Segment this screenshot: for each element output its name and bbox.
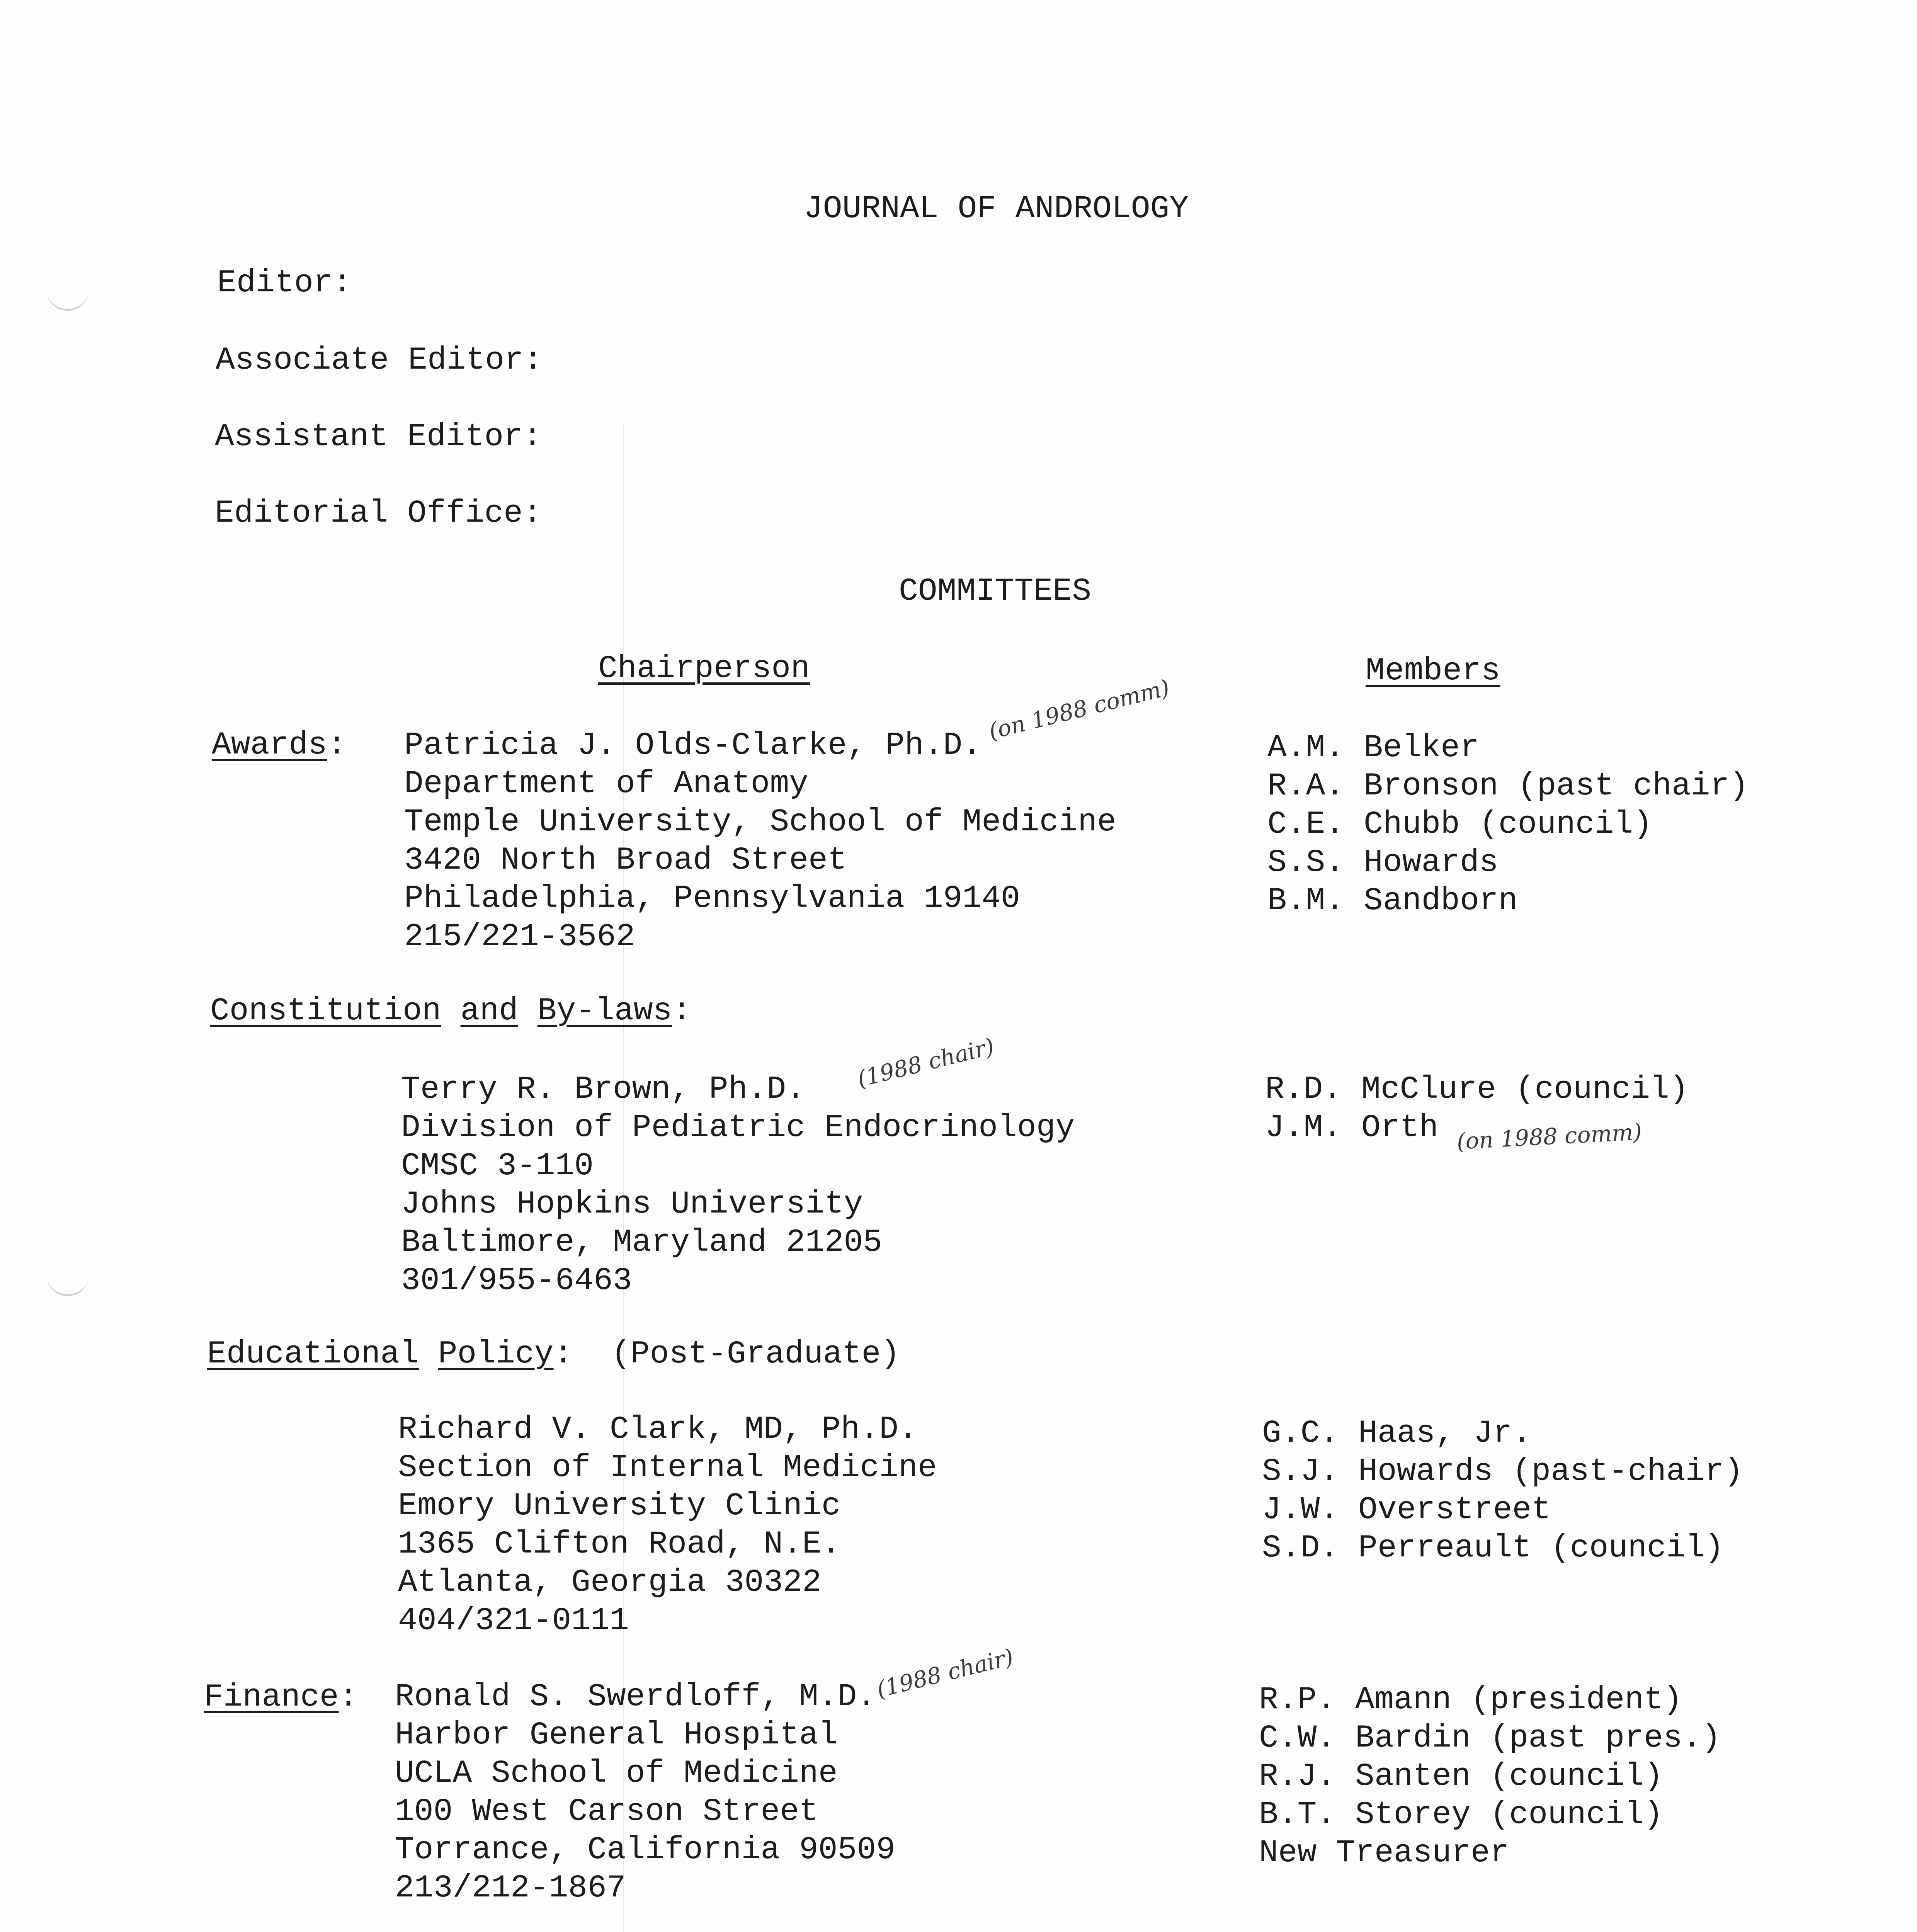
member: R.D. McClure (council) (1265, 1071, 1689, 1107)
committee-name: Finance (204, 1679, 339, 1715)
educational-members (1262, 1414, 1743, 1567)
handwritten-note: (1988 chair) (874, 1643, 1016, 1703)
chair-street: 3420 North Broad Street (404, 842, 847, 878)
member: J.W. Overstreet (1262, 1492, 1551, 1528)
committees-heading: COMMITTEES (899, 573, 1092, 609)
chair-phone: 213/212-1867 (395, 1870, 626, 1906)
handwritten-note: (on 1988 comm) (1456, 1118, 1643, 1155)
committee-name-part: Educational (207, 1336, 419, 1372)
punch-hole-mark (46, 286, 89, 311)
punch-hole-mark (46, 1271, 89, 1296)
member: C.W. Bardin (past pres.) (1259, 1720, 1721, 1756)
member: R.P. Amann (president) (1259, 1682, 1682, 1718)
chair-phone: 301/955-6463 (401, 1262, 632, 1299)
chair-department: Division of Pediatric Endocrinology (401, 1109, 1075, 1146)
handwritten-note: (1988 chair) (854, 1033, 997, 1092)
committee-name: Awards (212, 727, 327, 763)
committee-name-part: Constitution (210, 993, 441, 1029)
chair-phone: 215/221-3562 (404, 918, 635, 955)
editor-label: Editor: (217, 265, 352, 301)
educational-chair-address (398, 1410, 937, 1640)
committee-name-part: Policy (438, 1336, 554, 1372)
member: S.D. Perreault (council) (1262, 1530, 1724, 1566)
chair-phone: 404/321-0111 (398, 1602, 629, 1639)
constitution-chair-address (401, 1070, 1075, 1300)
member: G.C. Haas, Jr. (1262, 1415, 1532, 1451)
finance-chair-address (395, 1678, 895, 1907)
chair-department: Section of Internal Medicine (398, 1449, 937, 1486)
chair-institution: Emory University Clinic (398, 1488, 841, 1524)
chair-city: Torrance, California 90509 (395, 1832, 896, 1868)
chair-street: 100 West Carson Street (395, 1793, 818, 1830)
member: R.J. Santen (council) (1259, 1758, 1663, 1794)
member: S.S. Howards (1267, 844, 1499, 881)
chair-name: Terry R. Brown, Ph.D. (401, 1071, 805, 1107)
member: B.M. Sandborn (1267, 883, 1518, 919)
journal-title: JOURNAL OF ANDROLOGY (804, 190, 1189, 227)
chair-institution: Johns Hopkins University (401, 1186, 863, 1222)
assistant-editor-label: Assistant Editor: (215, 418, 542, 455)
awards-chair-address (404, 726, 1116, 956)
chair-name: Ronald S. Swerdloff, M.D. (395, 1679, 876, 1715)
finance-members (1259, 1681, 1721, 1872)
member: C.E. Chubb (council) (1267, 806, 1653, 842)
committee-finance-label: Finance: (204, 1679, 358, 1715)
editorial-office-label: Editorial Office: (215, 495, 542, 531)
committee-constitution-label: Constitution and By-laws: (210, 993, 692, 1029)
chair-room: CMSC 3-110 (401, 1148, 594, 1184)
handwritten-note: (on 1988 comm) (986, 674, 1172, 745)
chair-institution: Harbor General Hospital (395, 1717, 838, 1753)
committee-awards-label: Awards: (212, 727, 347, 763)
member: New Treasurer (1259, 1835, 1509, 1871)
members-column-header: Members (1366, 653, 1500, 689)
chair-city: Philadelphia, Pennsylvania 19140 (404, 880, 1020, 917)
chairperson-column-header: Chairperson (598, 650, 810, 687)
chair-school: UCLA School of Medicine (395, 1755, 838, 1791)
committee-educational-label: Educational Policy: (Post-Graduate) (207, 1336, 900, 1372)
member: J.M. Orth (1265, 1109, 1439, 1146)
committee-name-part: By-laws (537, 993, 672, 1029)
member: R.A. Bronson (past chair) (1267, 768, 1749, 804)
member: S.J. Howards (past-chair) (1262, 1453, 1744, 1490)
associate-editor-label: Associate Editor: (216, 342, 543, 378)
member: A.M. Belker (1267, 730, 1479, 766)
committee-qualifier: (Post-Graduate) (611, 1336, 900, 1372)
member: B.T. Storey (council) (1259, 1796, 1663, 1833)
committee-name-part: and (460, 993, 518, 1029)
awards-members (1267, 729, 1749, 920)
chair-street: 1365 Clifton Road, N.E. (398, 1526, 841, 1562)
chair-institution: Temple University, School of Medicine (404, 804, 1116, 840)
chair-name: Richard V. Clark, MD, Ph.D. (398, 1411, 918, 1447)
chair-city: Baltimore, Maryland 21205 (401, 1224, 883, 1260)
chair-city: Atlanta, Georgia 30322 (398, 1564, 822, 1600)
chair-department: Department of Anatomy (404, 765, 808, 802)
chair-name: Patricia J. Olds-Clarke, Ph.D. (404, 727, 982, 764)
